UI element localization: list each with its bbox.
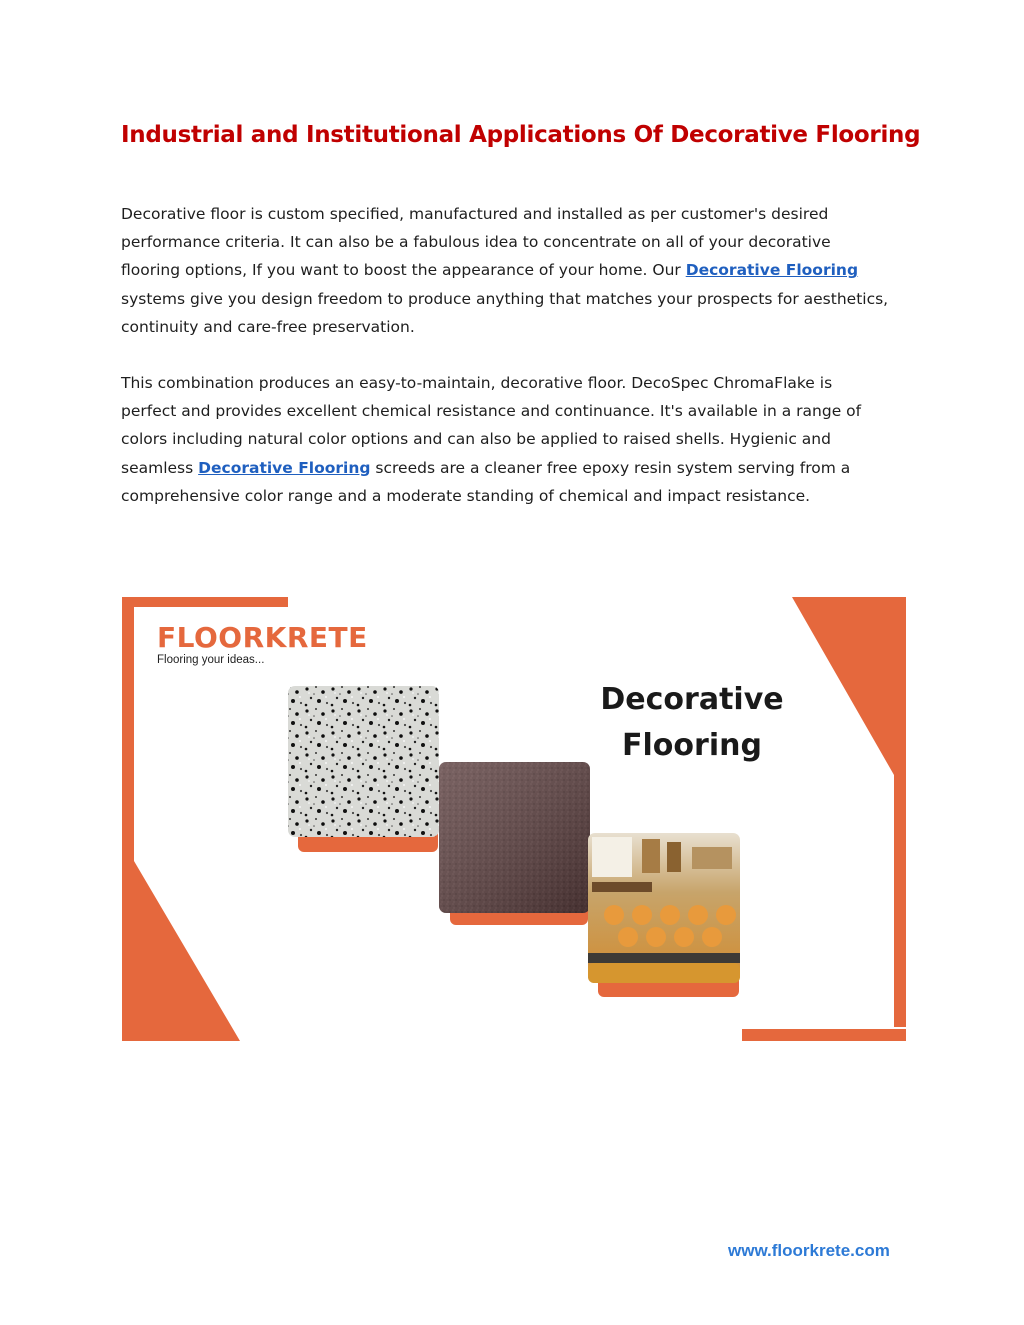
- page-heading: Industrial and Institutional Applications Of Decorative Flooring: [121, 122, 921, 148]
- logo-tagline: Flooring your ideas...: [157, 654, 265, 666]
- paragraph-2-text-b: screeds are a cleaner free epoxy resin system serving from a comprehensive color range and a moderate standing of chemical and impact resistance.: [121, 458, 851, 505]
- paragraph-1-text-a: Decorative floor is custom specified, manufactured and installed as per customer's desired performance criteria. It can also be a fabulous idea to concentrate on all of your decorative flooring options, If you want to boost the appearance of your home. Our: [121, 205, 831, 280]
- paragraph-2: [121, 369, 891, 510]
- footer-website-link[interactable]: www.floorkrete.com: [728, 1241, 890, 1260]
- banner-title-line-1: Decorative: [600, 682, 784, 717]
- tile-1-speckled: [288, 686, 439, 837]
- tile-3-room: [588, 833, 740, 983]
- banner-title: [562, 677, 822, 769]
- decorative-flooring-link-2[interactable]: Decorative Flooring: [198, 458, 371, 477]
- banner-title-line-2: Flooring: [622, 728, 762, 763]
- decorative-flooring-link-1[interactable]: Decorative Flooring: [685, 261, 859, 280]
- frame-bottom-strip: [742, 1029, 906, 1041]
- floorkrete-logo: FLOORKRETE: [157, 621, 368, 654]
- paragraph-1: [121, 200, 891, 341]
- decorative-flooring-banner-image: [122, 597, 906, 1041]
- paragraph-2-text-a: This combination produces an easy-to-maintain, decorative floor. DecoSpec ChromaFlake is perfect and provides excellent chemical resistance and continuance. It's available in a range of colors including natural color options and can also be applied to raised shells. Hygienic and seamless: [121, 374, 862, 477]
- frame-right-triangle: [792, 597, 906, 1027]
- paragraph-1-text-b: systems give you design freedom to produce anything that matches your prospects for aesthetics, continuity and care-free preservation.: [121, 289, 889, 336]
